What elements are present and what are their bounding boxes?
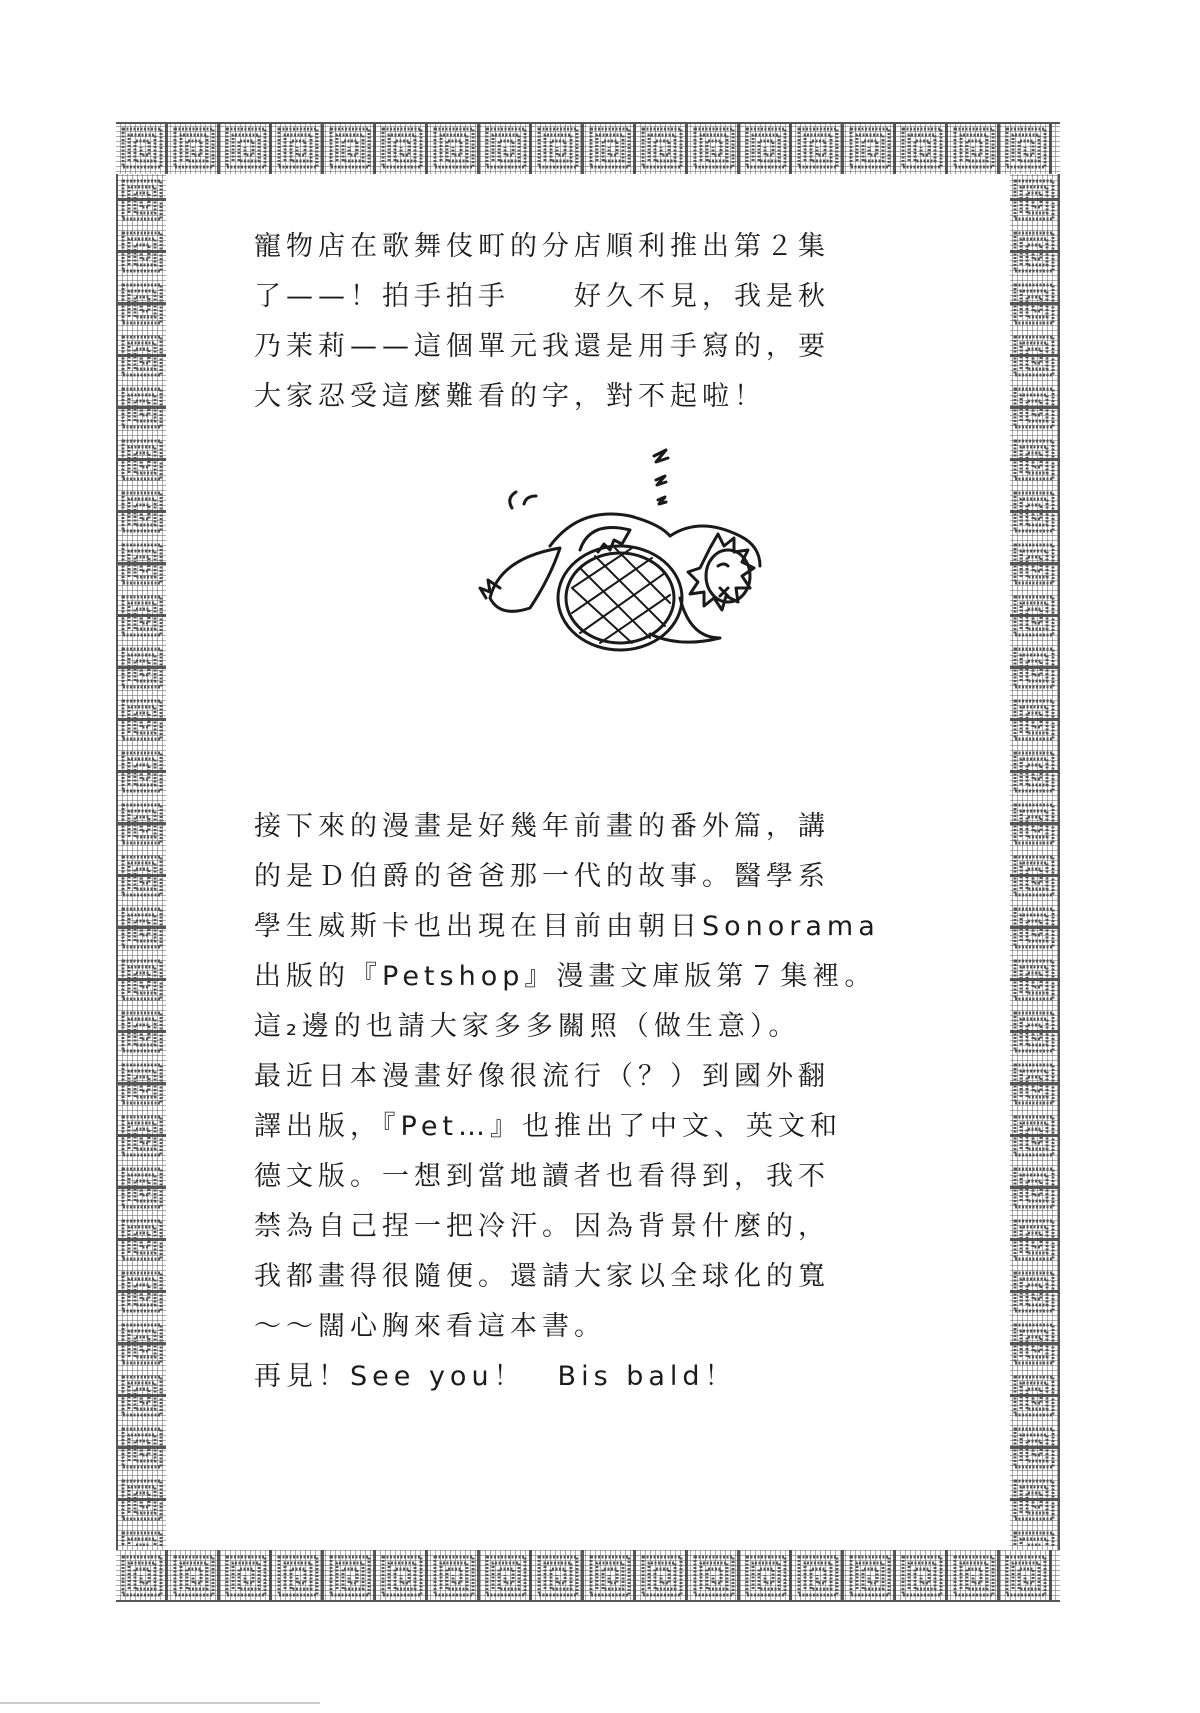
border-left	[116, 174, 168, 1550]
text-line: 了——！拍手拍手 好久不見，我是秋	[254, 281, 830, 312]
border-top	[116, 122, 1060, 176]
text-line: 的是Ｄ伯爵的爸爸那一代的故事。醫學系	[254, 861, 830, 892]
text-line: 寵物店在歌舞伎町的分店順利推出第２集	[254, 231, 830, 262]
text-line: 再見！See you！ Bis bald！	[254, 1361, 737, 1392]
text-line: 譯出版，『Pet…』也推出了中文、英文和	[254, 1111, 843, 1142]
text-line: 接下來的漫畫是好幾年前畫的番外篇，講	[254, 811, 830, 842]
afterword-main-text	[254, 802, 894, 1402]
border-right	[1008, 174, 1060, 1550]
text-line: 學生威斯卡也出現在目前由朝日Sonorama	[254, 911, 880, 942]
text-line: 禁為自己捏一把冷汗。因為背景什麼的，	[254, 1211, 830, 1242]
text-line: 出版的『Petshop』漫畫文庫版第７集裡。	[254, 961, 877, 992]
text-line: ～～闊心胸來看這本書。	[254, 1311, 606, 1342]
text-line: 我都畫得很隨便。還請大家以全球化的寬	[254, 1261, 830, 1292]
text-line: 大家忍受這麼難看的字，對不起啦！	[254, 381, 766, 412]
scan-artifact-line	[0, 1702, 320, 1704]
afterword-intro-text	[254, 222, 894, 422]
text-line: 最近日本漫畫好像很流行（？）到國外翻	[254, 1061, 830, 1092]
text-line: 這₂邊的也請大家多多關照（做生意）。	[254, 1011, 801, 1042]
text-line: 乃茉莉——這個單元我還是用手寫的，要	[254, 331, 830, 362]
sleep-zzz-icon	[654, 450, 668, 504]
sleeping-character-illustration	[420, 438, 780, 678]
text-line: 德文版。一想到當地讀者也看得到，我不	[254, 1161, 830, 1192]
border-bottom	[116, 1548, 1060, 1602]
